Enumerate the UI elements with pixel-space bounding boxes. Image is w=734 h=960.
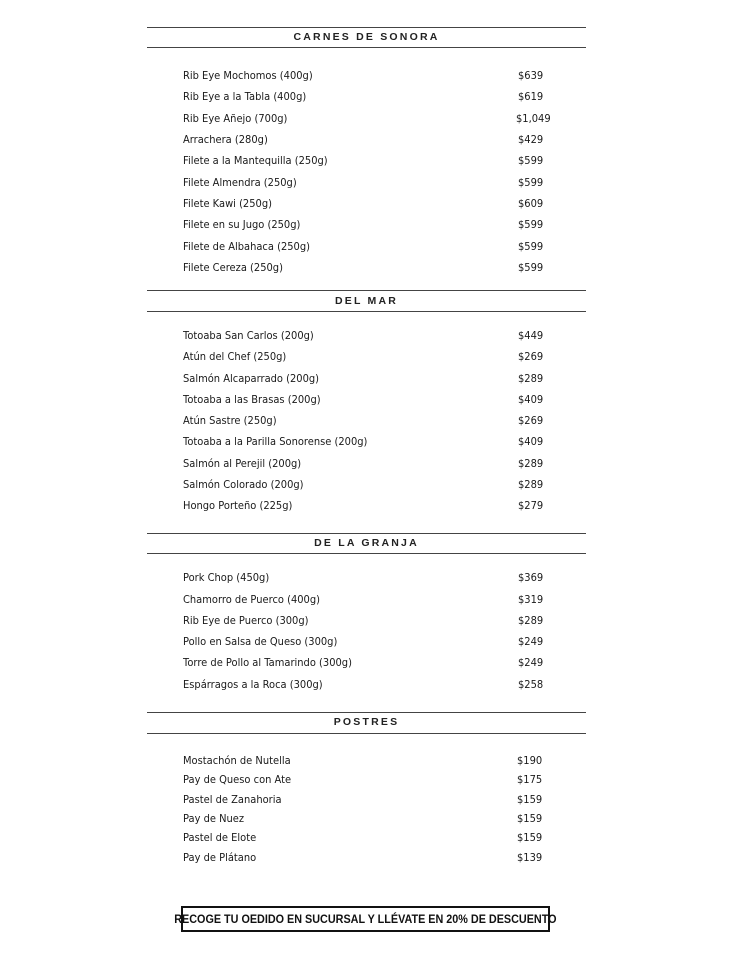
item-price: $599 [518,218,544,231]
item-price: $190 [517,754,543,767]
menu-item [183,90,563,108]
item-name: Filete Kawi (250g) [183,197,272,210]
item-price: $449 [518,329,544,342]
menu-item [183,793,563,811]
menu-item [183,457,563,475]
item-name: Atún del Chef (250g) [183,350,287,363]
item-price: $409 [518,393,544,406]
item-price: $289 [518,614,544,627]
section-rule-top [147,712,586,713]
menu-item [183,176,563,194]
menu-item [183,414,563,432]
menu-item [183,851,563,869]
menu-item [183,678,563,696]
section-title: CARNES DE SONORA [293,31,440,43]
item-price: $159 [517,793,543,806]
item-price: $369 [518,571,544,584]
item-price: $279 [518,499,544,512]
item-name: Mostachón de Nutella [183,754,291,767]
menu-item [183,435,563,453]
item-name: Pay de Plátano [183,851,257,864]
item-price: $269 [518,414,544,427]
item-name: Rib Eye Mochomos (400g) [183,69,313,82]
menu-item [183,831,563,849]
item-price: $609 [518,197,544,210]
menu-item [183,656,563,674]
item-price: $159 [517,831,543,844]
menu-item [183,393,563,411]
menu-item [183,593,563,611]
section-title: POSTRES [333,716,400,728]
menu-item [183,154,563,172]
menu-item [183,773,563,791]
section-title: DEL MAR [334,295,399,307]
menu-item [183,635,563,653]
item-name: Totoaba San Carlos (200g) [183,329,314,342]
menu-item [183,478,563,496]
menu-item [183,329,563,347]
menu-item [183,112,563,130]
item-price: $619 [518,90,544,103]
item-name: Rib Eye Añejo (700g) [183,112,288,125]
promo-banner [174,906,557,932]
menu-item [183,754,563,772]
item-name: Atún Sastre (250g) [183,414,277,427]
item-name: Pollo en Salsa de Queso (300g) [183,635,338,648]
menu-item [183,372,563,390]
item-price: $319 [518,593,544,606]
menu-item [183,261,563,279]
item-price: $175 [517,773,543,786]
section-rule-top [147,290,586,291]
item-price: $249 [518,635,544,648]
menu-item [183,197,563,215]
promo-text: RECOGE TU OEDIDO EN SUCURSAL Y LLÉVATE EN 20% DE DESCUENTO [174,912,557,926]
item-name: Chamorro de Puerco (400g) [183,593,320,606]
item-name: Salmón al Perejil (200g) [183,457,302,470]
section-rule-bottom [147,553,586,554]
item-name: Filete a la Mantequilla (250g) [183,154,328,167]
section-rule-bottom [147,311,586,312]
item-name: Filete en su Jugo (250g) [183,218,301,231]
item-name: Salmón Colorado (200g) [183,478,304,491]
item-price: $289 [518,457,544,470]
menu-item [183,812,563,830]
item-price: $1,049 [516,112,551,125]
menu-item [183,571,563,589]
menu-item [183,350,563,368]
item-price: $429 [518,133,544,146]
item-price: $599 [518,240,544,253]
item-price: $599 [518,176,544,189]
section-rule-bottom [147,733,586,734]
item-name: Salmón Alcaparrado (200g) [183,372,320,385]
item-name: Totoaba a las Brasas (200g) [183,393,321,406]
menu-item [183,614,563,632]
item-price: $269 [518,350,544,363]
section-rule-top [147,533,586,534]
item-price: $289 [518,372,544,385]
item-price: $249 [518,656,544,669]
item-name: Pastel de Zanahoria [183,793,282,806]
item-name: Totoaba a la Parilla Sonorense (200g) [183,435,368,448]
item-price: $599 [518,154,544,167]
item-name: Filete Cereza (250g) [183,261,283,274]
item-name: Filete Almendra (250g) [183,176,297,189]
item-name: Espárragos a la Roca (300g) [183,678,323,691]
item-price: $258 [518,678,544,691]
item-name: Torre de Pollo al Tamarindo (300g) [183,656,352,669]
item-price: $599 [518,261,544,274]
item-name: Pay de Nuez [183,812,245,825]
item-name: Filete de Albahaca (250g) [183,240,310,253]
item-price: $639 [518,69,544,82]
item-price: $289 [518,478,544,491]
item-name: Pastel de Elote [183,831,257,844]
item-price: $409 [518,435,544,448]
item-name: Hongo Porteño (225g) [183,499,293,512]
menu-item [183,499,563,517]
section-rule-top [147,27,586,28]
item-name: Rib Eye de Puerco (300g) [183,614,309,627]
item-name: Pay de Queso con Ate [183,773,292,786]
item-name: Arrachera (280g) [183,133,268,146]
menu-item [183,133,563,151]
item-price: $139 [517,851,543,864]
section-title: DE LA GRANJA [314,537,419,549]
item-name: Pork Chop (450g) [183,571,270,584]
item-price: $159 [517,812,543,825]
item-name: Rib Eye a la Tabla (400g) [183,90,307,103]
section-rule-bottom [147,47,586,48]
menu-item [183,218,563,236]
menu-item [183,240,563,258]
menu-item [183,69,563,87]
